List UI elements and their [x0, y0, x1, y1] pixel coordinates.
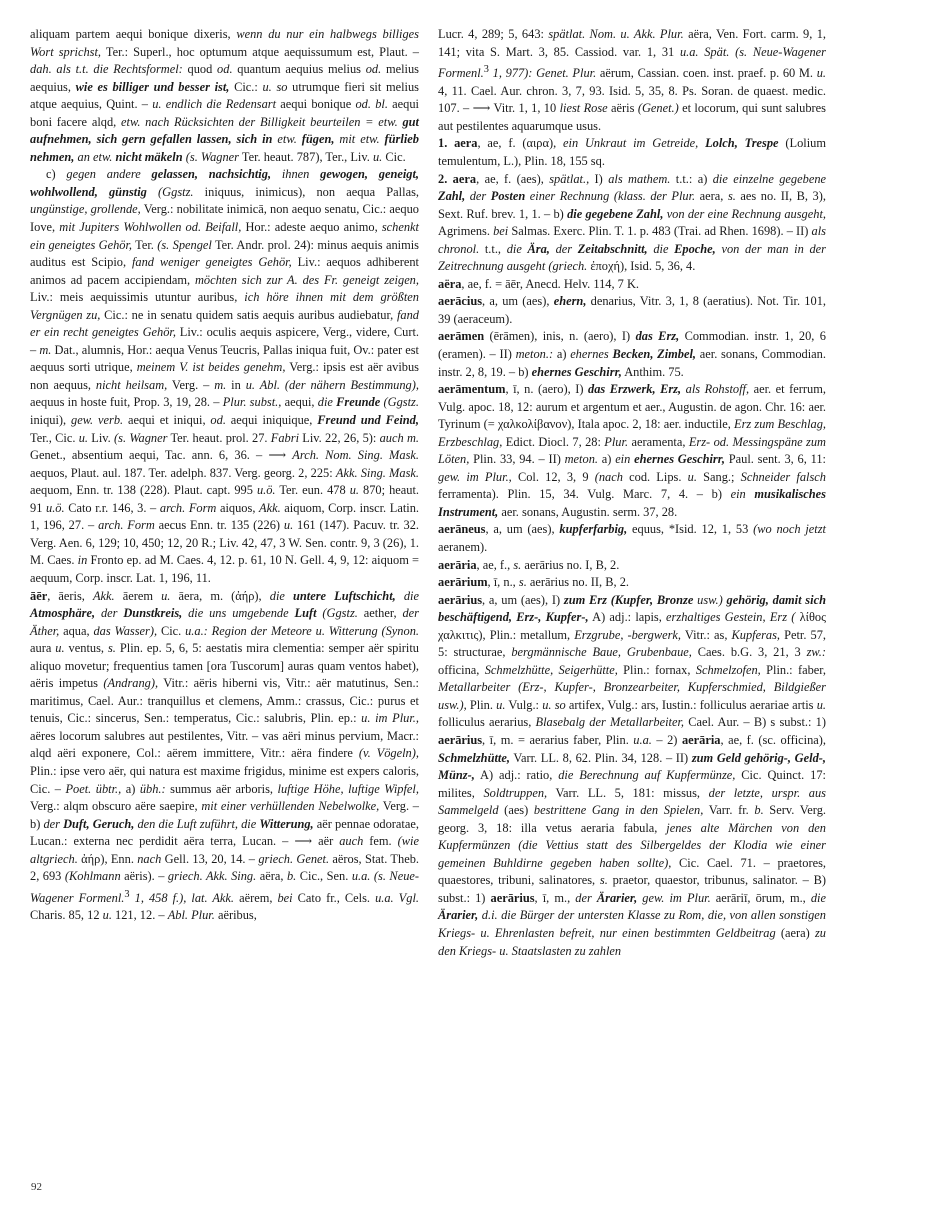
page-number: 92 — [31, 1181, 42, 1193]
entry-aera-1: 1. aera, ae, f. (αιρα), ein Unkraut im Getreide, Lolch, Trespe (Lolium temulentum, L.), Plin. 18, 155 sq. — [438, 136, 826, 168]
entry-aeraria: aerāria, ae, f., s. aerārius no. I, B, 2. — [438, 557, 620, 572]
entry-text: aliquam partem aequi bonique dixeris, wenn du nur ein halbwegs billiges Wort sprichst, Ter.: Superl., hoc optumum atque aequissumum est, Plaut. – dah. als t.t. die Rechtsformel: quod od. quantum aequius melius od. melius aequius, wie es billiger und besser ist, Cic.: u. so utrumque fieri sit melius atque aequius, Quint. – u. endlich die Redensart aequi bonique od. bl. aequi boni facere alqd, etw. nach Rücksichten der Billigkeit beurteilen = etw. gut aufnehmen, sich gern gefallen lassen, sich in etw. fügen, mit etw. fürlieb nehmen, an etw. nicht mäkeln (s. Wagner Ter. heaut. 787), Ter., Liv. u. Cic. — [30, 27, 419, 164]
entry-aeramentum: aerāmentum, ī, n. (aero), I) das Erzwerk, Erz, als Rohstoff, aer. et ferrum, Vulg. apoc. 18, 12: aurum et argentum et aer., Augustin. de agon. Chr. 16: aer. Tyrinum (= χαλκολίβανον), Itala apoc. 2, 18: aer. inductile, Erz zum Beschlag, Erzbeschlag, Edict. Diocl. 7, 28: Plur. aeramenta, Erz- od. Messingspäne zum Löten, Plin. 33, 94. – II) meton. a) ein ehernes Geschirr, Paul. sent. 3, 6, 11: gew. im Plur., Col. 12, 3, 9 (nach cod. Lips. u. Sang.; Schneider falsch ferramenta). Plin. 15, 34. Vulg. Marc. 7, 4. – b) ein musikalisches Instrument, aer. sonans, Augustin. serm. 37, 28. — [438, 382, 827, 519]
right-column — [438, 26, 826, 960]
entry-text: Lucr. 4, 289; 5, 643: spätlat. Nom. u. Akk. Plur. aëra, Ven. Fort. carm. 9, 1, 141; vita S. Mart. 3, 85. Cassiod. var. 1, 31 u.a. Spät. (s. Neue-Wagener Formenl.$^3$ 1, 977): Genet. Plur. aërum, Cassian. coen. inst. praef. p. 60 M. u. 4, 11. Cael. Aur. chron. 3, 7, 93. Isid. 5, 35, 8. Ps. Soran. de quaest. medic. 107. – ⟶ Vitr. 1, 1, 10 liest Rose aëris (Genet.) et locorum, qui sunt salubres aut pestilentes aquarumque usus. — [438, 27, 827, 133]
entry-aera: aëra, ae, f. = āēr, Anecd. Helv. 114, 7 K. — [438, 276, 639, 291]
entry-aerarius: aerārius, a, um (aes), I) zum Erz (Kupfer, Bronze usw.) gehörig, damit sich beschäftigend, Erz-, Kupfer-, A) adj.: lapis, erzhaltiges Gestein, Erz ( λίθος χαλκιτις), Plin.: metallum, Erzgrube, -bergwerk, Vitr.: as, Kupferas, Petr. 57, 5: structurae, bergmännische Baue, Grubenbaue, Caes. b.G. 3, 21, 3 zw.: officina, Schmelzhütte, Seigerhütte, Plin.: fornax, Schmelzofen, Plin.: faber, Metallarbeiter (Erz-, Kupfer-, Bronzearbeiter, Kupferschmied, Bildgießer usw.), Plin. u. Vulg.: u. so artifex, Vulg.: ars, Iustin.: folliculus aerariae artis u. folliculus aerarius, Blasebalg der Metallarbeiter, Cael. Aur. – B) s subst.: 1) aerārius, ī, m. = aerarius faber, Plin. u.a. – 2) aerāria, ae, f. (sc. officina), Schmelzhütte, Varr. LL. 8, 62. Plin. 34, 128. – II) zum Geld gehörig-, Geld-, Münz-, A) adj.: ratio, die Berechnung auf Kupfermünze, Cic. Quinct. 17: milites, Soldtruppen, Varr. LL. 5, 181: missus, der letzte, urspr. aus Sammelgeld (aes) bestrittene Gang in den Spielen, Varr. fr. b. Serv. Verg. georg. 3, 18: illa vetus aeraria fabula, jenes alte Märchen von den Kupfermünzen (die Vettius statt des Silbergeldes der Klodia wie einer gemeinen Buhldirne gegeben haben sollte), Cic. Cael. 71. – praetores, quaestores, tribuni, salinatores, s. praetor, quaestor, tribunus, salinator. – B) subst.: 1) aerārius, ī, m., der Ärarier, gew. im Plur. aerāriī, ōrum, m., die Ärarier, d.i. die Bürger der untersten Klasse zu Rom, die, von allen sonstigen Kriegs- u. Ehrenlasten befreit, nur einen bestimmten Geldbeitrag (aera) zu den Kriegs- u. Staatslasten zu zahlen — [438, 592, 827, 958]
entry-aer: āēr, āeris, Akk. āerem u. āera, m. (ἀήρ), die untere Luftschicht, die Atmosphäre, der Dunstkreis, die uns umgebende Luft (Ggstz. aether, der Äther, aqua, das Wasser), Cic. u.a.: Region der Meteore u. Witterung (Synon. aura u. ventus, s. Plin. ep. 5, 6, 5: aestatis mira clementia: semper aër spiritu aliquo movetur; frequentius tamen [ora Tuscorum] auras quam ventos habet), aëris impetus (Andrang), Vitr.: aëris hiberni vis, Vitr.: aër matutinus, Sen.: maritimus, Cael. Aur.: tranquillus et clemens, Amm.: crassus, Cic.: purus et tenuis, Cic.: sincerus, Sen.: temperatus, Cic.: salubris, Plin. ep.: u. im Plur., aëres locorum salubres aut pestilentes, Vitr. – vas aëri minus pervium, Macr.: alqd aëri exponere, Col.: aërem immittere, Vitr.: aëra findere (v. Vögeln), Plin.: ipse vero aër, qui natura est maxime frigidus, minime est expers caloris, Cic. – Poet. übtr., a) übh.: summus aër arboris, luftige Höhe, luftige Wipfel, Verg.: alqm obscuro aëre saepire, mit einer verhüllenden Nebelwolke, Verg. – b) der Duft, Geruch, den die Luft zuführt, die Witterung, aër pennae odoratae, Lucan.: externa nec perdidit aëra terra, Lucan. – ⟶ aër auch fem. (wie altgriech. ἀήρ), Enn. nach Gell. 13, 20, 14. – griech. Genet. aëros, Stat. Theb. 2, 693 (Kohlmann aëris). – griech. Akk. Sing. aëra, b. Cic., Sen. u.a. (s. Neue-Wagener Formenl.$^3$ 1, 458 f.), lat. Akk. aërem, bei Cato fr., Cels. u.a. Vgl. Charis. 85, 12 u. 121, 12. – Abl. Plur. aëribus, — [30, 588, 420, 923]
left-column — [30, 26, 419, 925]
entry-aerarium: aerārium, ī, n., s. aerārius no. II, B, 2. — [438, 575, 629, 590]
entry-text: c) gegen andere gelassen, nachsichtig, ihnen gewogen, geneigt, wohlwollend, günstig (Ggstz. iniquus, inimicus), non aequa Pallas, ungünstige, grollende, Verg.: nobilitate inimicā, non aequo senatu, Cic.: aequo Iove, mit Jupiters Wohlwollen od. Beifall, Hor.: adeste aequo animo, schenkt ein geneigtes Gehör, Ter. (s. Spengel Ter. Andr. prol. 24): minus aequis animis auditus est Scipio, fand weniger geneigtes Gehör, Liv.: aequos adhiberent animos ad pacem accipiendam, möchten sich zur A. des Fr. geneigt zeigen, Liv.: meis aequissimis utuntur auribus, ich höre ihnen mit dem größten Vergnügen zu, Cic.: ne in senatu quidem satis aequis auribus audiebatur, fand er ein recht geneigtes Gehör, Liv.: oculis aequis aspicere, Verg., videre, Curt. – m. Dat., alumnis, Hor.: aequa Venus Teucris, Pallas iniqua fuit, Ov.: pater est aequus sorti utrique, meinem V. ist beides genehm, Verg.: ipsis est aër avibus non aequus, nicht heilsam, Verg. – m. in u. Abl. (der nähern Bestimmung), aequus in hoste fuit, Prop. 3, 19, 28. – Plur. subst., aequi, die Freunde (Ggstz. iniqui), gew. verb. aequi et iniqui, od. aequi iniquique, Freund und Feind, Ter., Cic. u. Liv. (s. Wagner Ter. heaut. prol. 27. Fabri Liv. 22, 26, 5): auch m. Genet., absentium aequi, Tac. ann. 6, 36. – ⟶ Arch. Nom. Sing. Mask. aequos, Plaut. aul. 187. Ter. adelph. 837. Verg. georg. 2, 225: Akk. Sing. Mask. aequom, Enn. tr. 138 (228). Plaut. capt. 995 u.ö. Ter. eun. 478 u. 870; heaut. 91 u.ö. Cato r.r. 146, 3. – arch. Form aiquos, Akk. aiquom, Corp. inscr. Latin. 1, 196, 27. – arch. Form aecus Enn. tr. 135 (226) u. 161 (147). Pacuv. tr. 32. Verg. Aen. 6, 129; 10, 450; 12, 20 R.; Liv. 42, 47, 3 W. Sen. contr. 9, 3 (26), 1. M. Caes. in Fronto ep. ad M. Caes. 4, 12. p. 61, 10 N. Gell. 4, 9, 12: aiquom = aequum, Corp. inscr. Lat. 1, 196, 11. — [30, 167, 420, 585]
entry-aeramen: aerāmen (ērāmen), inis, n. (aero), I) das Erz, Commodian. instr. 1, 20, 6 (eramen). – II) meton.: a) ehernes Becken, Zimbel, aer. sonans, Commodian. instr. 2, 8, 19. – b) ehernes Geschirr, Anthim. 75. — [438, 329, 826, 379]
entry-aera-2: 2. aera, ae, f. (aes), spätlat., I) als mathem. t.t.: a) die einzelne gegebene Zahl, der Posten einer Rechnung (klass. der Plur. aera, s. aes no. II, B, 3), Sext. Ruf. brev. 1, 1. – b) die gegebene Zahl, von der eine Rechnung ausgeht, Agrimens. bei Salmas. Exerc. Plin. T. 1. p. 483 (Trai. ad Rhen. 1698). – II) als chronol. t.t., die Ära, der Zeitabschnitt, die Epoche, von der man in der Zeitrechnung ausgeht (griech. ἐποχή), Isid. 5, 36, 4. — [438, 171, 827, 274]
entry-aeracius: aerācius, a, um (aes), ehern, denarius, Vitr. 3, 1, 8 (aeratius). Not. Tir. 101, 39 (aeraceum). — [438, 294, 826, 326]
entry-aeraneus: aerāneus, a, um (aes), kupferfarbig, equus, *Isid. 12, 1, 53 (wo noch jetzt aeranem). — [438, 522, 826, 554]
